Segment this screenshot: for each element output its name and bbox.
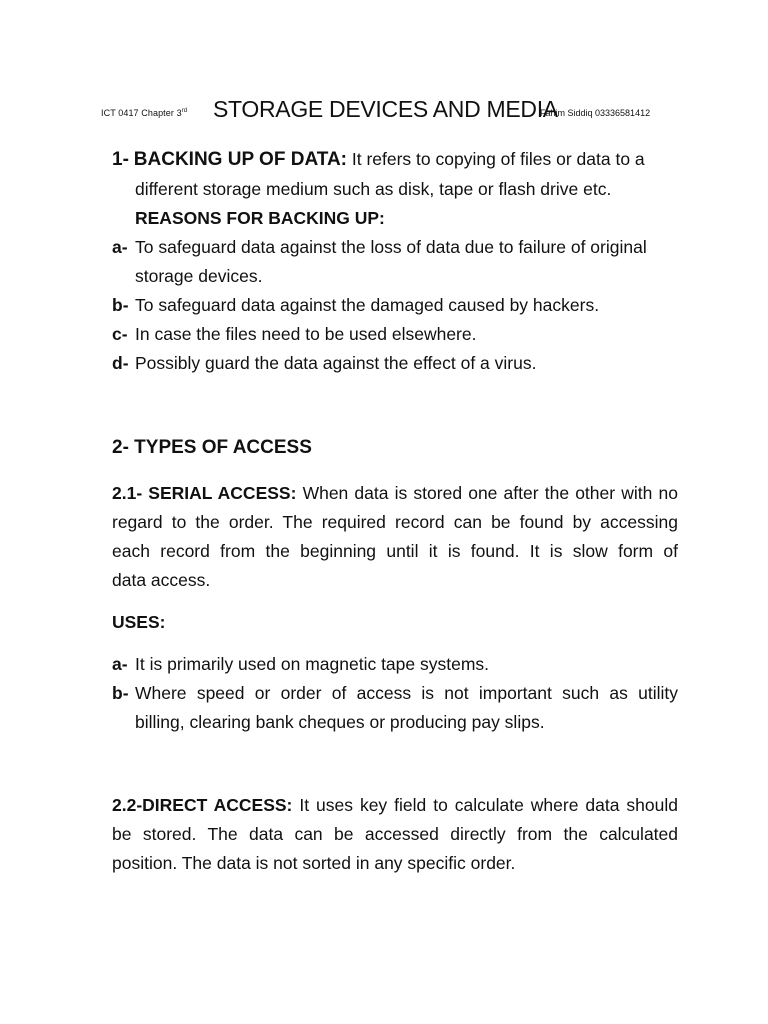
section1-heading-line — [112, 148, 645, 171]
header-course-superscript: rd — [181, 108, 188, 114]
section1-number: 1- — [112, 149, 129, 170]
use-b-line1: Where speed or order of access is not important such as utility — [135, 683, 678, 703]
reason-b-line1: To safeguard data against the damaged caused by hackers. — [135, 295, 600, 315]
section2-heading: 2- TYPES OF ACCESS — [112, 437, 312, 458]
serial-access-line4: data access. — [112, 570, 211, 590]
use-a-line1: It is primarily used on magnetic tape systems. — [135, 654, 490, 674]
reason-c-marker: c- — [112, 324, 128, 344]
section1-text-line2: different storage medium such as disk, tape or flash drive etc. — [135, 179, 612, 199]
serial-access-heading: 2.1- SERIAL ACCESS: — [112, 483, 297, 503]
use-b-line2: billing, clearing bank cheques or producing pay slips. — [135, 712, 545, 732]
uses-heading: USES: — [112, 612, 166, 632]
reason-c-line1: In case the files need to be used elsewhere. — [135, 324, 477, 344]
reason-b-marker: b- — [112, 295, 129, 315]
header-course-label: ICT 0417 Chapter 3rd — [101, 108, 188, 118]
serial-access-line1: 2.1- SERIAL ACCESS: When data is stored one after the other with no — [112, 483, 678, 503]
reason-a-marker: a- — [112, 237, 128, 257]
reason-a-line2: storage devices. — [135, 266, 263, 286]
direct-access-heading: 2.2-DIRECT ACCESS: — [112, 795, 293, 815]
direct-access-line2: be stored. The data can be accessed directly from the calculated — [112, 824, 678, 844]
reason-a-line1: To safeguard data against the loss of data due to failure of original — [135, 237, 647, 257]
serial-access-line3: each record from the beginning until it is found. It is slow form of — [112, 541, 678, 561]
page-title: STORAGE DEVICES AND MEDIA — [213, 96, 558, 122]
section1-heading: BACKING UP OF DATA: — [133, 149, 347, 170]
reason-d-marker: d- — [112, 353, 129, 373]
use-a-marker: a- — [112, 654, 128, 674]
direct-access-line3: position. The data is not sorted in any specific order. — [112, 853, 516, 873]
serial-access-line2: regard to the order. The required record can be found by accessing — [112, 512, 678, 532]
direct-access-line1: 2.2-DIRECT ACCESS: It uses key field to calculate where data should — [112, 795, 679, 815]
page-header — [101, 96, 681, 132]
section1-text-line1: It refers to copying of files or data to a — [347, 149, 645, 169]
reason-d-line1: Possibly guard the data against the effect of a virus. — [135, 353, 537, 373]
use-b-marker: b- — [112, 683, 129, 703]
reasons-heading: REASONS FOR BACKING UP: — [135, 208, 385, 228]
header-author: Fahim Siddiq 03336581412 — [540, 108, 651, 118]
